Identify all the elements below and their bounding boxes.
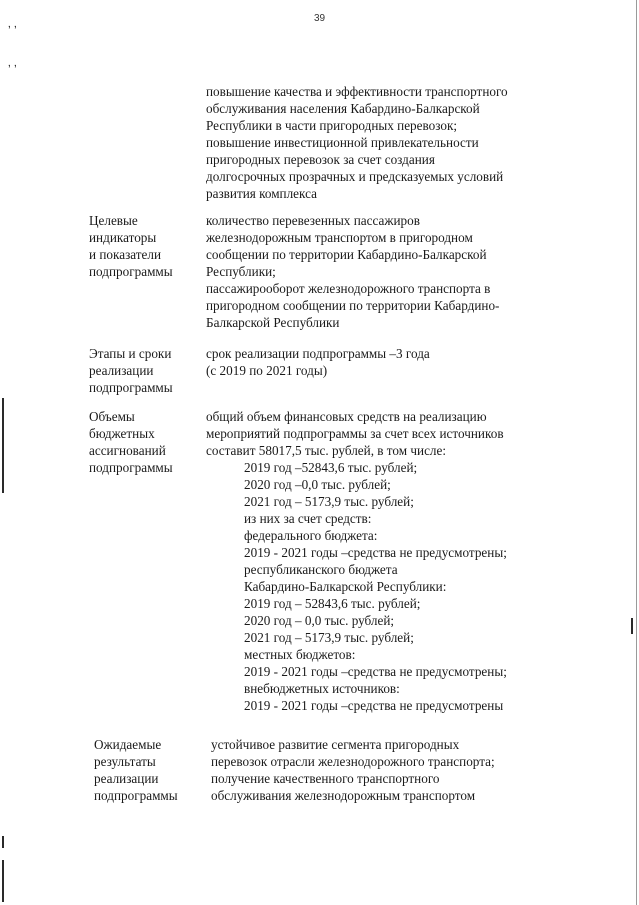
content-line: Республики в части пригородных перевозок;	[206, 118, 458, 133]
scan-edge-mark	[2, 398, 4, 493]
content-line: пригородном сообщении по территории Кабардино-	[206, 298, 500, 313]
content-line: Кабардино-Балкарской Республики:	[244, 579, 447, 594]
content-line: 2020 год –0,0 тыс. рублей;	[244, 477, 391, 492]
content-line: 2020 год – 0,0 тыс. рублей;	[244, 613, 395, 628]
content-line: долгосрочных прозрачных и предсказуемых условий	[206, 169, 504, 184]
content-line: мероприятий подпрограммы за счет всех источников	[206, 426, 504, 441]
scan-edge-mark	[2, 860, 4, 902]
content-line: 2019 - 2021 годы –средства не предусмотрены;	[244, 545, 507, 560]
content-line: повышение качества и эффективности транспортного	[206, 84, 508, 99]
content-line: из них за счет средств:	[244, 511, 372, 526]
content-line: федерального бюджета:	[244, 528, 378, 543]
content-line: Балкарской Республики	[206, 315, 340, 330]
scan-edge-mark	[2, 836, 4, 848]
page-number: 39	[313, 13, 326, 24]
row-content	[206, 212, 566, 331]
content-line: местных бюджетов:	[244, 647, 356, 662]
row-label: Целевые индикаторы и показатели подпрограммы	[89, 213, 173, 279]
content-line: Республики;	[206, 264, 276, 279]
content-line: срок реализации подпрограммы –3 года	[206, 346, 430, 361]
content-line: общий объем финансовых средств на реализацию	[206, 409, 487, 424]
scan-edge-line	[636, 0, 637, 905]
content-line: 2019 - 2021 годы –средства не предусмотрены;	[244, 664, 507, 679]
content-line: 2021 год – 5173,9 тыс. рублей;	[244, 630, 414, 645]
content-line: (с 2019 по 2021 годы)	[206, 363, 328, 378]
corner-mark-second: ‚ ‚	[8, 55, 17, 69]
content-line: 2019 год – 52843,6 тыс. рублей;	[244, 596, 421, 611]
content-line: перевозок отрасли железнодорожного транспорта;	[211, 754, 495, 769]
content-line: пассажирооборот железнодорожного транспорта в	[206, 281, 491, 296]
content-line: железнодорожным транспортом в пригородном	[206, 230, 473, 245]
content-line: 2021 год – 5173,9 тыс. рублей;	[244, 494, 414, 509]
row-content	[206, 345, 566, 379]
content-line: сообщении по территории Кабардино-Балкарской	[206, 247, 487, 262]
content-line: внебюджетных источников:	[244, 681, 400, 696]
row-content	[206, 83, 566, 202]
content-line: количество перевезенных пассажиров	[206, 213, 420, 228]
row-label: Объемы бюджетных ассигнований подпрограммы	[89, 409, 173, 475]
content-line: развития комплекса	[206, 186, 317, 201]
content-line: 2019 - 2021 годы –средства не предусмотрены	[244, 698, 504, 713]
content-line: обслуживания железнодорожным транспортом	[211, 788, 476, 803]
row-content	[211, 736, 571, 804]
content-line: пригородных перевозок за счет создания	[206, 152, 435, 167]
row-label: Ожидаемые результаты реализации подпрограммы	[94, 737, 178, 803]
content-line: 2019 год –52843,6 тыс. рублей;	[244, 460, 418, 475]
corner-mark-top: ‚ ‚	[8, 16, 17, 30]
content-line: получение качественного транспортного	[211, 771, 440, 786]
scan-edge-mark	[631, 618, 633, 634]
row-label: Этапы и сроки реализации подпрограммы	[89, 346, 173, 395]
row-content	[206, 408, 566, 714]
content-line: устойчивое развитие сегмента пригородных	[211, 737, 460, 752]
content-line: составит 58017,5 тыс. рублей, в том числе:	[206, 443, 447, 458]
content-line: обслуживания населения Кабардино-Балкарской	[206, 101, 480, 116]
content-line: республиканского бюджета	[244, 562, 398, 577]
content-line: повышение инвестиционной привлекательности	[206, 135, 479, 150]
